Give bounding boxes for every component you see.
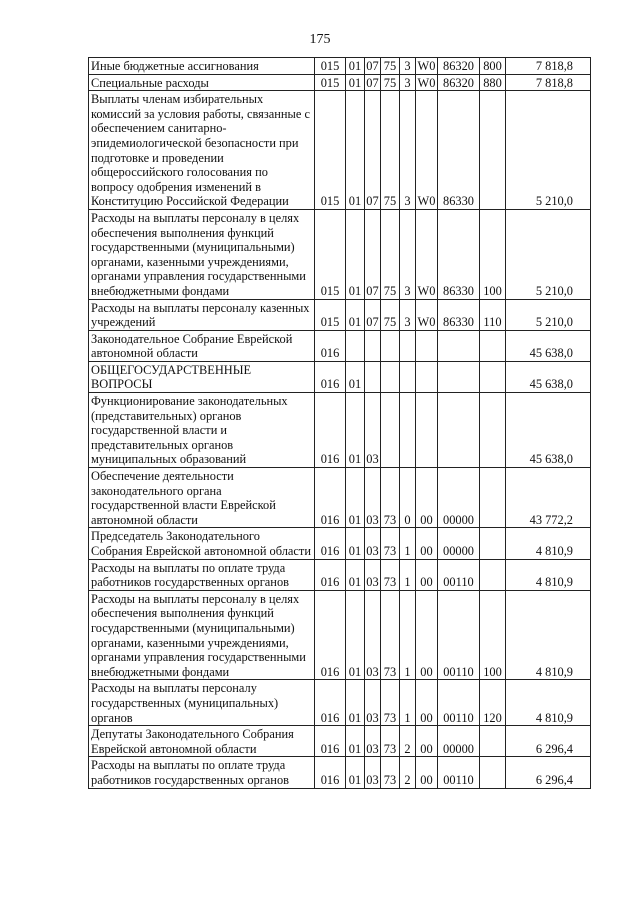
direction-code: 00 xyxy=(416,559,438,590)
target-program-code: 73 xyxy=(381,726,400,757)
direction-code: W0 xyxy=(416,209,438,299)
ved-code: 016 xyxy=(315,726,346,757)
expense-direction-code xyxy=(438,330,480,361)
target-program-code: 75 xyxy=(381,58,400,75)
ved-code: 016 xyxy=(315,393,346,468)
target-program-code: 75 xyxy=(381,74,400,91)
subsection-code: 07 xyxy=(366,75,379,90)
expense-direction-code: 86320 xyxy=(438,58,480,75)
subprogram-code: 1 xyxy=(400,680,416,726)
ved-code: 015 xyxy=(315,74,346,91)
direction-code: W0 xyxy=(416,74,438,91)
subprogram-code: 3 xyxy=(400,58,416,75)
ved-code: 016 xyxy=(315,468,346,528)
expense-direction-code: 00000 xyxy=(438,528,480,559)
subsection-code: 07 xyxy=(365,91,381,210)
target-program-code xyxy=(381,330,400,361)
expense-direction-code: 00000 xyxy=(438,726,480,757)
expense-type-code: 880 xyxy=(480,74,506,91)
section-code: 01 xyxy=(346,361,365,392)
direction-code: 00 xyxy=(416,726,438,757)
table-row xyxy=(89,361,591,392)
section-code: 01 xyxy=(346,726,365,757)
row-name: Расходы на выплаты персоналу государственных (муниципальных) органов xyxy=(89,680,315,726)
subprogram-code: 1 xyxy=(400,559,416,590)
ved-code: 016 xyxy=(315,361,346,392)
table-row xyxy=(89,680,591,726)
target-program-code: 75 xyxy=(381,299,400,330)
subsection-code: 03 xyxy=(365,680,381,726)
direction-code: 00 xyxy=(416,590,438,680)
table-row xyxy=(89,58,591,75)
target-program-code: 73 xyxy=(381,528,400,559)
section-code: 01 xyxy=(346,91,365,210)
table-row xyxy=(89,74,591,91)
direction-code xyxy=(416,393,438,468)
direction-code: 00 xyxy=(416,757,438,788)
subsection-code xyxy=(365,361,381,392)
direction-code xyxy=(416,361,438,392)
ved-code: 016 xyxy=(315,528,346,559)
expense-direction-code: 00110 xyxy=(438,559,480,590)
expense-type-code xyxy=(480,757,506,788)
row-name: Расходы на выплаты по оплате труда работников государственных органов xyxy=(89,757,315,788)
table-row xyxy=(89,299,591,330)
subsection-code: 03 xyxy=(365,559,381,590)
expense-direction-code: 86330 xyxy=(438,299,480,330)
expense-direction-code: 86320 xyxy=(438,74,480,91)
ved-code: 016 xyxy=(315,590,346,680)
amount: 4 810,9 xyxy=(506,559,591,590)
subprogram-code: 1 xyxy=(400,590,416,680)
ved-code: 015 xyxy=(315,299,346,330)
section-code: 01 xyxy=(346,393,365,468)
table-row xyxy=(89,91,591,210)
table-row xyxy=(89,590,591,680)
expense-type-code: 120 xyxy=(480,680,506,726)
expense-type-code: 110 xyxy=(480,299,506,330)
subsection-code: 03 xyxy=(365,726,381,757)
target-program-code: 73 xyxy=(381,559,400,590)
section-code: 01 xyxy=(346,58,365,75)
subprogram-code: 3 xyxy=(400,299,416,330)
subsection-code: 07 xyxy=(366,59,379,73)
expense-direction-code: 00110 xyxy=(438,590,480,680)
ved-code: 015 xyxy=(315,91,346,210)
expense-type-code xyxy=(480,528,506,559)
ved-code: 016 xyxy=(315,680,346,726)
amount: 43 772,2 xyxy=(506,468,591,528)
target-program-code: 73 xyxy=(381,590,400,680)
section-code: 01 xyxy=(346,528,365,559)
subprogram-code xyxy=(400,361,416,392)
target-program-code: 75 xyxy=(381,209,400,299)
subsection-code: 03 xyxy=(365,393,381,468)
section-code: 01 xyxy=(346,757,365,788)
table-row xyxy=(89,757,591,788)
row-name: Расходы на выплаты персоналу в целях обеспечения выполнения функций государственными (муниципальными) органами, казенными учреждениями, органами управления государственными внебюджетными фондами xyxy=(89,209,315,299)
row-name: Функционирование законодательных (представительных) органов государственной власти и представительных органов муниципальных образований xyxy=(89,393,315,468)
subprogram-code: 3 xyxy=(400,209,416,299)
subsection-code: 03 xyxy=(365,468,381,528)
expense-direction-code: 00110 xyxy=(438,757,480,788)
subprogram-code xyxy=(400,330,416,361)
section-code: 01 xyxy=(346,680,365,726)
amount: 45 638,0 xyxy=(506,361,591,392)
table-body xyxy=(89,58,591,789)
target-program-code xyxy=(381,393,400,468)
amount: 5 210,0 xyxy=(506,91,591,210)
section-code xyxy=(346,330,365,361)
amount: 4 810,9 xyxy=(506,528,591,559)
table-row xyxy=(89,330,591,361)
expense-type-code: 100 xyxy=(480,590,506,680)
section-code: 01 xyxy=(346,74,365,91)
amount: 6 296,4 xyxy=(506,757,591,788)
direction-code: W0 xyxy=(416,58,438,75)
table-row xyxy=(89,528,591,559)
subsection-code: 03 xyxy=(365,590,381,680)
section-code: 01 xyxy=(346,299,365,330)
amount: 5 210,0 xyxy=(506,299,591,330)
direction-code: W0 xyxy=(416,91,438,210)
section-code: 01 xyxy=(346,559,365,590)
expense-direction-code xyxy=(438,393,480,468)
subprogram-code: 3 xyxy=(400,91,416,210)
row-name: Расходы на выплаты персоналу в целях обеспечения выполнения функций государственными (муниципальными) органами, казенными учреждениями, органами управления государственными внебюджетными фондами xyxy=(89,590,315,680)
expense-direction-code: 00000 xyxy=(438,468,480,528)
table-row xyxy=(89,393,591,468)
subprogram-code xyxy=(400,393,416,468)
direction-code: 00 xyxy=(416,468,438,528)
row-name: Председатель Законодательного Собрания Еврейской автономной области xyxy=(89,528,315,559)
amount: 45 638,0 xyxy=(506,330,591,361)
section-code: 01 xyxy=(346,590,365,680)
row-name: Выплаты членам избирательных комиссий за условия работы, связанные с обеспечением санитарно-эпидемиологической безопасности при подготовке и проведении общероссийского голосования по вопросу одобрения изменений в Конституцию Российской Федерации xyxy=(89,91,315,210)
expense-type-code: 800 xyxy=(480,58,506,75)
ved-code: 016 xyxy=(315,559,346,590)
amount: 7 818,8 xyxy=(506,58,591,75)
subsection-code: 03 xyxy=(365,528,381,559)
subprogram-code: 1 xyxy=(400,528,416,559)
expense-type-code xyxy=(480,91,506,210)
subsection-code: 03 xyxy=(365,757,381,788)
section-code: 01 xyxy=(346,209,365,299)
row-name: Расходы на выплаты по оплате труда работников государственных органов xyxy=(89,559,315,590)
amount: 4 810,9 xyxy=(506,680,591,726)
expense-type-code: 100 xyxy=(480,209,506,299)
direction-code: 00 xyxy=(416,528,438,559)
row-name: Законодательное Собрание Еврейской автономной области xyxy=(89,330,315,361)
expense-type-code xyxy=(480,726,506,757)
row-name: Депутаты Законодательного Собрания Еврейской автономной области xyxy=(89,726,315,757)
subprogram-code: 0 xyxy=(400,468,416,528)
amount: 7 818,8 xyxy=(506,74,591,91)
table-row xyxy=(89,726,591,757)
subsection-code: 07 xyxy=(365,209,381,299)
row-name: Специальные расходы xyxy=(89,74,315,91)
amount: 5 210,0 xyxy=(506,209,591,299)
ved-code: 016 xyxy=(315,330,346,361)
section-code: 01 xyxy=(346,468,365,528)
expense-type-code xyxy=(480,559,506,590)
target-program-code: 73 xyxy=(381,757,400,788)
direction-code: W0 xyxy=(416,299,438,330)
amount: 45 638,0 xyxy=(506,393,591,468)
amount: 4 810,9 xyxy=(506,590,591,680)
row-name: Обеспечение деятельности законодательного органа государственной власти Еврейской автономной области xyxy=(89,468,315,528)
expense-type-code xyxy=(480,330,506,361)
subsection-code: 07 xyxy=(365,299,381,330)
subprogram-code: 3 xyxy=(400,74,416,91)
table-row xyxy=(89,559,591,590)
expense-direction-code xyxy=(438,361,480,392)
target-program-code: 73 xyxy=(381,468,400,528)
row-name: Расходы на выплаты персоналу казенных учреждений xyxy=(89,299,315,330)
page-number: 175 xyxy=(309,32,331,47)
direction-code: 00 xyxy=(416,680,438,726)
subprogram-code: 2 xyxy=(400,726,416,757)
expense-direction-code: 86330 xyxy=(438,91,480,210)
budget-table xyxy=(88,57,591,789)
subsection-code xyxy=(365,330,381,361)
table-row xyxy=(89,468,591,528)
expense-direction-code: 00110 xyxy=(438,680,480,726)
target-program-code xyxy=(381,361,400,392)
amount: 6 296,4 xyxy=(506,726,591,757)
table-row xyxy=(89,209,591,299)
expense-type-code xyxy=(480,393,506,468)
direction-code xyxy=(416,330,438,361)
ved-code: 015 xyxy=(315,209,346,299)
target-program-code: 73 xyxy=(381,680,400,726)
subprogram-code: 2 xyxy=(400,757,416,788)
expense-type-code xyxy=(480,361,506,392)
row-name: Иные бюджетные ассигнования xyxy=(89,58,315,75)
expense-direction-code: 86330 xyxy=(438,209,480,299)
target-program-code: 75 xyxy=(381,91,400,210)
ved-code: 015 xyxy=(315,58,346,75)
row-name: ОБЩЕГОСУДАРСТВЕННЫЕ ВОПРОСЫ xyxy=(89,361,315,392)
expense-type-code xyxy=(480,468,506,528)
ved-code: 016 xyxy=(315,757,346,788)
